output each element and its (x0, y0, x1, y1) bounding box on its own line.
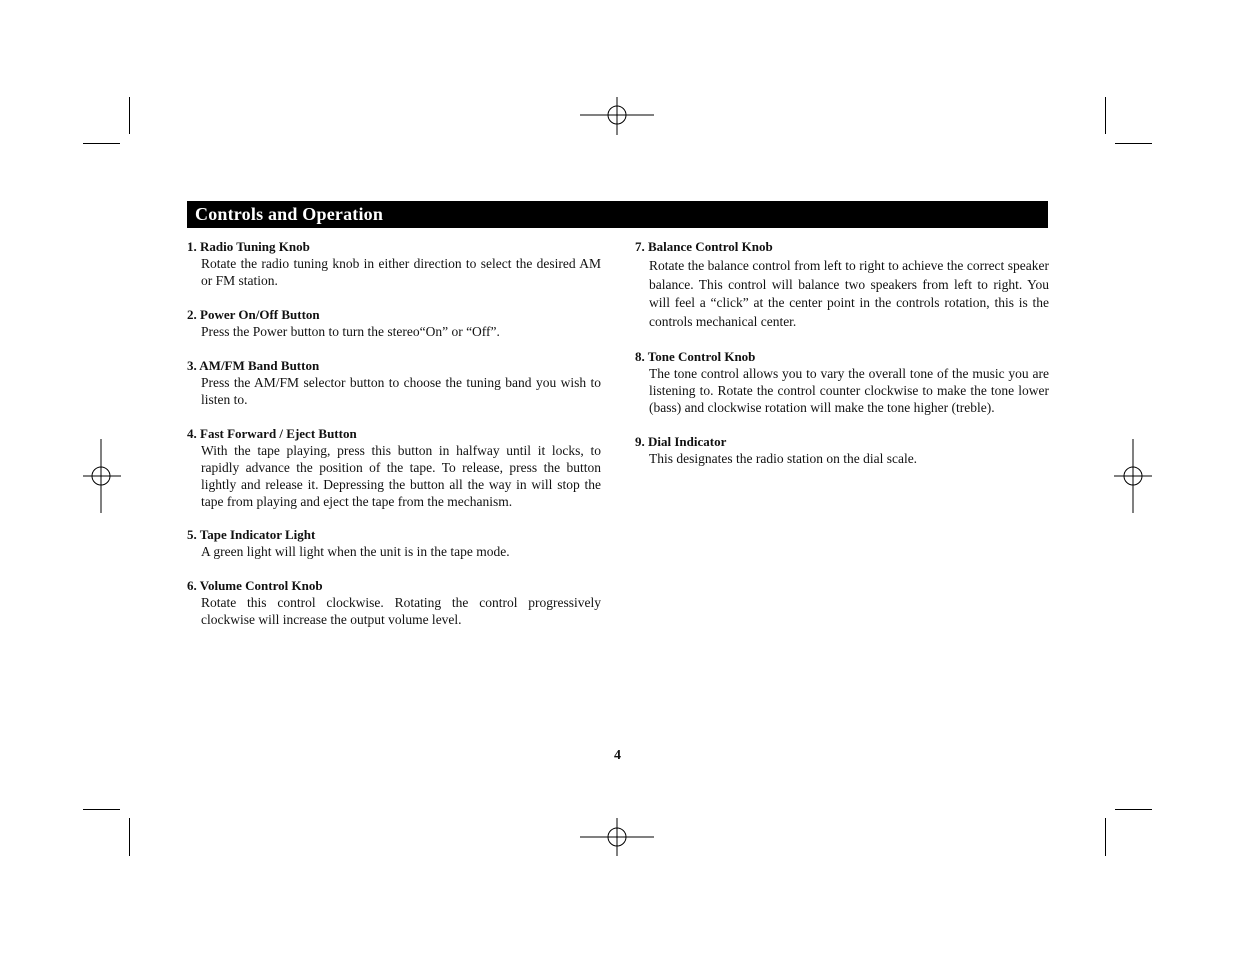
control-item-fast-forward-eject (187, 425, 601, 510)
crop-mark (83, 143, 120, 144)
control-item-power-button (187, 306, 601, 340)
item-title: 4. Fast Forward / Eject Button (187, 426, 357, 441)
item-description: A green light will light when the unit is in the tape mode. (201, 544, 510, 559)
crop-mark (1105, 97, 1106, 134)
registration-mark-top (580, 97, 654, 135)
page-number: 4 (614, 748, 621, 763)
item-title: 3. AM/FM Band Button (187, 358, 320, 373)
crop-mark (1115, 143, 1152, 144)
crop-mark (1115, 809, 1152, 810)
crop-mark (83, 809, 120, 810)
item-description: Press the Power button to turn the stereo“On” or “Off”. (201, 324, 500, 339)
control-item-balance-knob (635, 238, 1049, 331)
item-title: 1. Radio Tuning Knob (187, 239, 310, 254)
item-description: Rotate this control clockwise. Rotating the control progressively clockwise will increase the output volume level. (201, 595, 601, 627)
crop-mark (129, 818, 130, 856)
control-item-radio-tuning-knob (187, 238, 601, 289)
item-title: 9. Dial Indicator (635, 434, 727, 449)
item-title: 8. Tone Control Knob (635, 349, 756, 364)
crop-mark (129, 97, 130, 134)
control-item-volume-knob (187, 577, 601, 628)
section-header: Controls and Operation (187, 201, 1048, 228)
control-item-tape-indicator (187, 526, 601, 560)
item-title: 6. Volume Control Knob (187, 578, 323, 593)
control-item-tone-knob (635, 348, 1049, 416)
control-item-band-button (187, 357, 601, 408)
item-title: 2. Power On/Off Button (187, 307, 320, 322)
item-title: 7. Balance Control Knob (635, 239, 773, 254)
control-item-dial-indicator (635, 433, 1049, 467)
item-description: Rotate the radio tuning knob in either direction to select the desired AM or FM station. (201, 256, 601, 288)
item-description: The tone control allows you to vary the overall tone of the music you are listening to. Rotate the control counter clockwise to make the tone lower (bass) and clockwise rotation will make the tone higher (treble). (649, 366, 1049, 415)
item-description: This designates the radio station on the dial scale. (649, 451, 918, 466)
item-description: With the tape playing, press this button in halfway until it locks, to rapidly advance the position of the tape. To release, press the button lightly and release it. Depressing the button all the way in will stop the tape from playing and eject the tape from the mechanism. (201, 443, 601, 509)
crop-mark (1105, 818, 1106, 856)
item-description: Rotate the balance control from left to right to achieve the correct speaker balance. This control will balance two speakers from left to right. You will feel a “click” at the center point in the controls rotation, this is the controls mechanical center. (649, 258, 1049, 329)
left-column (187, 238, 601, 628)
registration-mark-left (83, 439, 121, 513)
item-description: Press the AM/FM selector button to choose the tuning band you wish to listen to. (201, 375, 601, 407)
registration-mark-bottom (580, 818, 654, 856)
item-title: 5. Tape Indicator Light (187, 527, 316, 542)
registration-mark-right (1114, 439, 1152, 513)
right-column (635, 238, 1049, 467)
